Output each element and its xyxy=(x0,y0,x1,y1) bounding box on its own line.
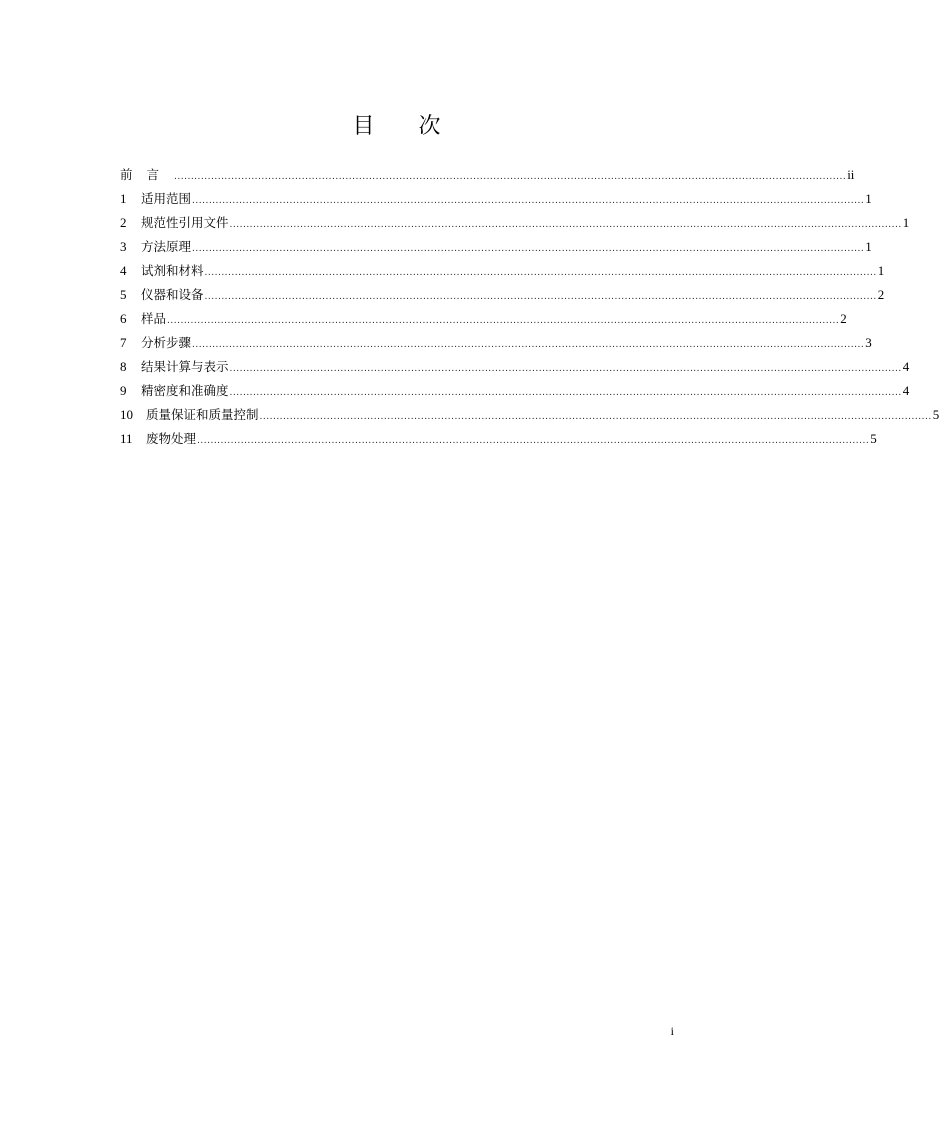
toc-entry-label: 方法原理 xyxy=(141,239,192,254)
toc-entry-number: 11 xyxy=(120,431,133,446)
toc-entry-page: 2 xyxy=(840,311,847,326)
toc-entry-number: 5 xyxy=(120,287,127,302)
toc-entry-8[interactable] xyxy=(120,355,910,379)
toc-entry-label: 适用范围 xyxy=(141,191,192,206)
page-title xyxy=(0,112,793,142)
toc-entry-5[interactable] xyxy=(120,283,885,307)
toc-dot-leader: ........................................................................................................................................................................................................ xyxy=(192,244,865,254)
toc-entry-number: 6 xyxy=(120,311,127,326)
toc-dot-leader: ........................................................................................................................................................................................................ xyxy=(192,340,865,350)
toc-entry-number: 8 xyxy=(120,359,127,374)
toc-dot-leader: ........................................................................................................................................................................................................ xyxy=(192,196,865,206)
toc-entry-page: 2 xyxy=(877,287,885,302)
toc-entry-4[interactable] xyxy=(120,259,885,283)
toc-entry-page: 5 xyxy=(932,407,939,422)
toc-entry-3[interactable] xyxy=(120,235,872,259)
toc-entry-number: 1 xyxy=(120,191,127,206)
toc-entry-number: 4 xyxy=(120,263,127,278)
toc-entry-label: 质量保证和质量控制 xyxy=(146,407,259,422)
toc-entry-page: 5 xyxy=(870,431,877,446)
toc-dot-leader: ........................................................................................................................................................................................................ xyxy=(174,172,847,182)
toc-entry-page: 4 xyxy=(902,383,910,398)
toc-entry-label: 结果计算与表示 xyxy=(141,359,229,374)
toc-entry-label: 前言 xyxy=(120,167,174,182)
toc-entry-number: 9 xyxy=(120,383,127,398)
footer-page-number: i xyxy=(670,1024,674,1038)
toc-entry-label: 废物处理 xyxy=(146,431,197,446)
toc-dot-leader: ........................................................................................................................................................................................................ xyxy=(229,220,902,230)
toc-entry-6[interactable] xyxy=(120,307,847,331)
toc-entry-9[interactable] xyxy=(120,379,910,403)
toc-entry-label: 仪器和设备 xyxy=(141,287,204,302)
toc-dot-leader: ........................................................................................................................................................................................................ xyxy=(259,412,932,422)
page-title-part-2: 次 xyxy=(418,114,441,139)
toc-entry-page: 4 xyxy=(902,359,910,374)
toc-entry-7[interactable] xyxy=(120,331,872,355)
toc-entry-label: 规范性引用文件 xyxy=(141,215,229,230)
toc-dot-leader: ........................................................................................................................................................................................................ xyxy=(229,364,902,374)
toc-entry-page: ii xyxy=(847,167,855,182)
toc-dot-leader: ........................................................................................................................................................................................................ xyxy=(229,388,902,398)
toc-entry-page: 1 xyxy=(877,263,885,278)
toc-entry-11[interactable] xyxy=(120,427,877,451)
toc-dot-leader: ........................................................................................................................................................................................................ xyxy=(204,268,877,278)
toc-entry-page: 1 xyxy=(902,215,910,230)
toc-entry-label: 分析步骤 xyxy=(141,335,192,350)
toc-entry-label: 样品 xyxy=(141,311,167,326)
toc-entry-2[interactable] xyxy=(120,211,910,235)
toc-dot-leader: ........................................................................................................................................................................................................ xyxy=(167,316,840,326)
toc-entry-1[interactable] xyxy=(120,187,872,211)
toc-dot-leader: ........................................................................................................................................................................................................ xyxy=(204,292,877,302)
toc-entry-page: 3 xyxy=(865,335,872,350)
toc-entry-10[interactable] xyxy=(120,403,939,427)
toc-entry-page: 1 xyxy=(865,239,872,254)
toc-entry-foreword[interactable] xyxy=(120,163,855,187)
toc-entry-label: 试剂和材料 xyxy=(141,263,204,278)
toc-entry-page: 1 xyxy=(865,191,872,206)
toc-entry-label: 精密度和准确度 xyxy=(141,383,229,398)
toc-entry-number: 10 xyxy=(120,407,133,422)
toc-entry-number: 3 xyxy=(120,239,127,254)
toc-entry-number: 7 xyxy=(120,335,127,350)
table-of-contents xyxy=(120,163,939,451)
toc-entry-number: 2 xyxy=(120,215,127,230)
toc-dot-leader: ........................................................................................................................................................................................................ xyxy=(197,436,870,446)
page-title-part-1: 目 xyxy=(352,114,375,139)
